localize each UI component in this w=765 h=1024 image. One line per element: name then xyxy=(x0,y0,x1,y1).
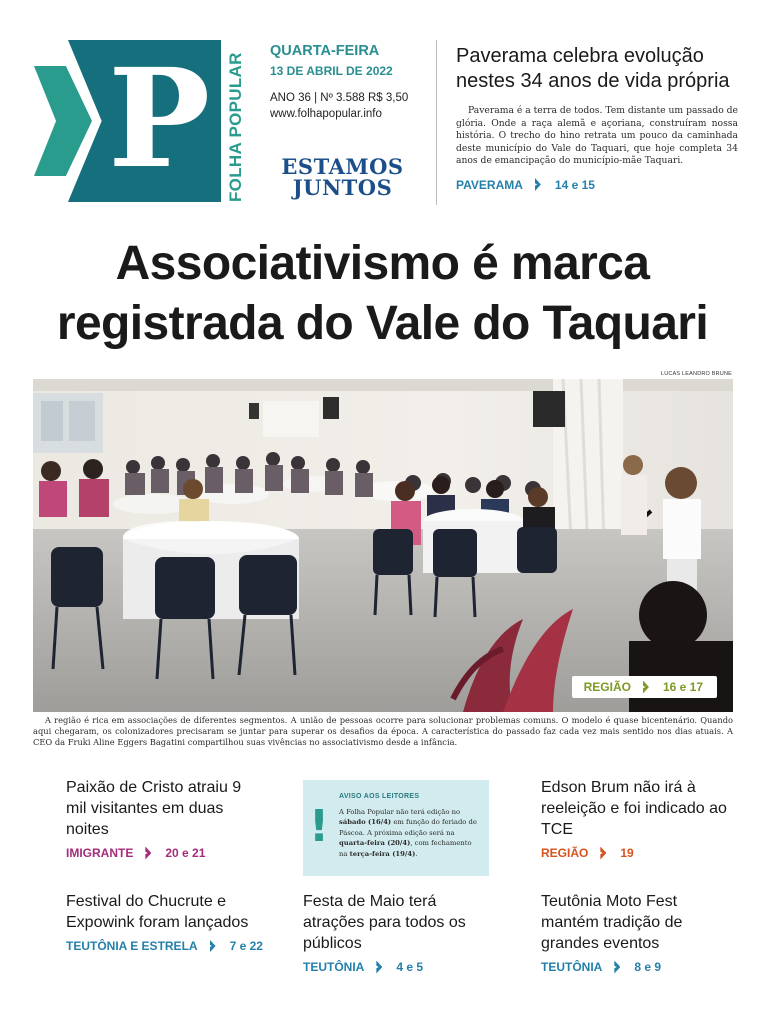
page-ref: 20 e 21 xyxy=(165,846,206,860)
story-title[interactable]: Festival do Chucrute e Expowink foram lançados xyxy=(66,893,249,931)
page-ref: 16 e 17 xyxy=(662,680,703,694)
page-ref: 4 e 5 xyxy=(396,960,424,974)
section-label: IMIGRANTE xyxy=(66,846,134,860)
top-story-title[interactable]: Paverama celebra evolução nestes 34 anos de vida própria xyxy=(456,45,730,92)
section-label: TEUTÔNIA xyxy=(303,960,365,974)
edition-date: 13 DE ABRIL DE 2022 xyxy=(270,64,393,78)
page-marker-icon xyxy=(614,961,620,974)
page-marker-icon xyxy=(145,847,151,860)
logo-letter: P xyxy=(108,39,211,199)
story-title[interactable]: Festa de Maio terá atrações para todos os públicos xyxy=(303,893,466,952)
story-festa-de-maio[interactable] xyxy=(303,891,493,974)
main-headline[interactable] xyxy=(20,234,745,354)
campaign-line-2: JUNTOS xyxy=(292,175,393,200)
notice-title: AVISO AOS LEITORES xyxy=(339,793,420,800)
section-label: TEUTÔNIA xyxy=(541,960,603,974)
page-marker-icon xyxy=(643,681,649,694)
page-ref: 8 e 9 xyxy=(634,960,662,974)
story-section-tag[interactable] xyxy=(66,939,266,953)
story-paixao-de-cristo[interactable] xyxy=(66,777,256,860)
section-label: PAVERAMA xyxy=(456,177,523,192)
story-title[interactable]: Teutônia Moto Fest mantém tradição de grandes eventos xyxy=(541,893,683,952)
headline-line-1: Associativismo é marca xyxy=(115,237,650,290)
story-section-tag[interactable] xyxy=(541,846,731,860)
folha-popular-logo xyxy=(34,40,246,202)
headline-line-2: registrada do Vale do Taquari xyxy=(56,297,709,350)
top-story-body: Paverama é a terra de todos. Tem distante um passado de glória. Onde a raça alemã e açoriana, construíram nossa história. O trecho do hino retrata um pouco da caminhada deste município do Vale do Taquari, que hoje completa 34 anos de emancipação do município-mãe Taquari. xyxy=(456,105,738,166)
photo-credit: LUCAS LEANDRO BRUNE xyxy=(660,371,732,377)
page-marker-icon xyxy=(210,940,216,953)
page-ref: 7 e 22 xyxy=(229,939,263,953)
story-section-tag[interactable] xyxy=(303,960,493,974)
page-marker-icon xyxy=(535,178,541,191)
edition-weekday: QUARTA-FEIRA xyxy=(270,43,380,59)
logo-arrow-shape xyxy=(34,66,92,176)
top-story[interactable] xyxy=(456,44,738,192)
section-label: TEUTÔNIA E ESTRELA xyxy=(66,939,198,953)
page-ref: 14 e 15 xyxy=(554,177,595,192)
masthead-divider xyxy=(436,40,437,205)
website-link[interactable]: www.folhapopular.info xyxy=(270,108,382,120)
story-edson-brum[interactable] xyxy=(541,777,731,860)
main-photo[interactable] xyxy=(33,379,733,712)
story-title[interactable]: Paixão de Cristo atraiu 9 mil visitantes em duas noites xyxy=(66,779,242,838)
exclamation-icon: ! xyxy=(309,801,330,852)
event-photo-illustration xyxy=(33,379,733,712)
photo-caption: A região é rica em associações de diferentes segmentos. A união de pessoas ocorre para solucionar problemas comuns. O modelo é quase bicentenário. Quando aqui chegaram, os colonizadores precisaram se juntar para superar os desafios da época. A característica do passado faz cada vez mais sentido nos dias atuais. A CEO da Fruki Aline Eggers Bagatini compartilhou suas vivências no associativismo desde a infância. xyxy=(33,715,733,747)
campaign-line-1: ESTAMOS xyxy=(281,154,404,179)
page-ref: 19 xyxy=(620,846,634,860)
edition-issue: ANO 36 | Nº 3.588 R$ 3,50 xyxy=(270,92,409,104)
edition-info xyxy=(270,42,430,122)
paper-name: FOLHA POPULAR xyxy=(226,52,245,202)
campaign-logo xyxy=(270,156,415,198)
story-section-tag[interactable] xyxy=(541,960,731,974)
photo-section-tag[interactable] xyxy=(572,676,717,698)
story-title[interactable]: Edson Brum não irá à reeleição e foi indicado ao TCE xyxy=(541,779,727,838)
page-marker-icon xyxy=(376,961,382,974)
section-label: REGIÃO xyxy=(541,846,589,860)
top-story-section-tag[interactable] xyxy=(456,178,738,192)
section-label: REGIÃO xyxy=(583,680,631,694)
page-marker-icon xyxy=(600,847,606,860)
notice-body: A Folha Popular não terá edição no sábado (16/4) em função do feriado de Páscoa. A próxima edição será na quarta-feira (20/4), com fechamento na terça-feira (19/4). xyxy=(339,808,477,858)
story-festival-do-chucrute[interactable] xyxy=(66,891,266,953)
story-teutonia-moto-fest[interactable] xyxy=(541,891,731,974)
story-section-tag[interactable] xyxy=(66,846,256,860)
reader-notice-box xyxy=(303,780,489,876)
